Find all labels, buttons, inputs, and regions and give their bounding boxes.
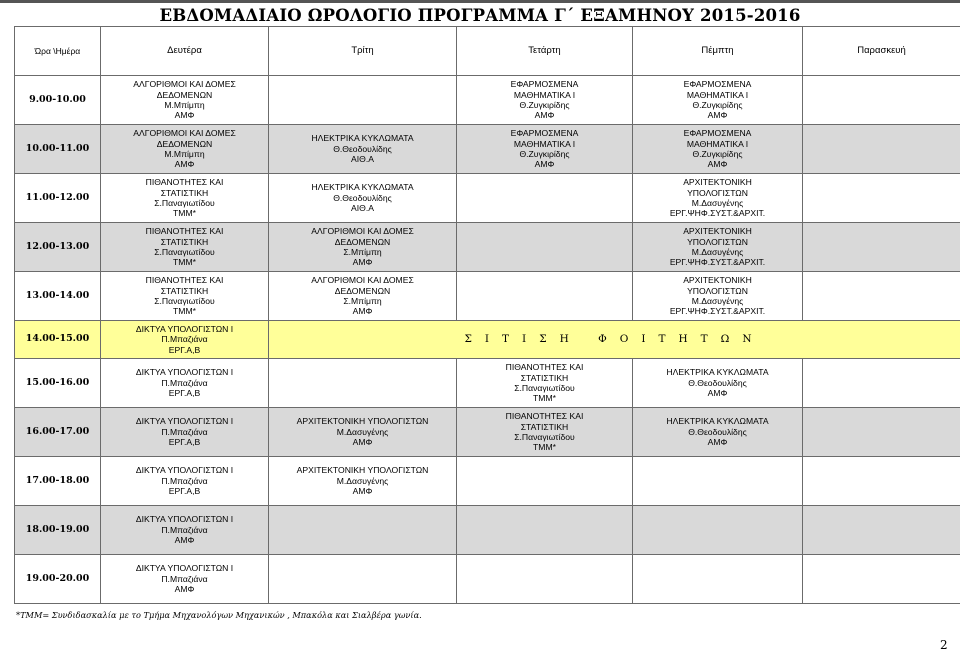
cell-line: ΑΛΓΟΡΙΘΜΟΙ ΚΑΙ ΔΟΜΕΣ [311, 226, 414, 237]
timetable-cell [457, 125, 633, 174]
time-slot: 17.00-18.00 [15, 457, 101, 506]
timetable-cell [633, 174, 803, 223]
cell-line: Μ.Δασυγένης [336, 426, 389, 437]
cell-line: ΜΑΘΗΜΑΤΙΚΑ Ι [513, 89, 576, 100]
time-slot: 10.00-11.00 [15, 125, 101, 174]
cell-line: ΕΡΓ.Α,Β [168, 437, 201, 448]
cell-line: ΑΜΦ [174, 110, 195, 121]
cell-line: Π.Μπαζιάνα [161, 426, 208, 437]
cell-line: Μ.Μπίμπη [164, 100, 205, 110]
timetable-cell [269, 76, 457, 125]
timetable-cell [269, 457, 457, 506]
timetable-cell [101, 359, 269, 408]
timetable-cell [101, 457, 269, 506]
timetable-cell [269, 174, 457, 223]
cell-line: ΜΑΘΗΜΑΤΙΚΑ Ι [686, 89, 749, 100]
cell-line: ΔΙΚΤΥΑ ΥΠΟΛΟΓΙΣΤΩΝ Ι [135, 367, 234, 378]
timetable-cell [457, 359, 633, 408]
timetable-cell [803, 125, 960, 174]
timetable-cell [633, 555, 803, 604]
cell-line: Θ.Θεοδουλίδης [688, 377, 747, 388]
timetable-cell [101, 555, 269, 604]
cell-line: ΕΦΑΡΜΟΣΜΕΝΑ [683, 79, 752, 90]
cell-line: ΤΜΜ* [173, 208, 196, 219]
cell-line: ΠΙΘΑΝΟΤΗΤΕΣ ΚΑΙ [505, 362, 584, 373]
cell-line: ΑΛΓΟΡΙΘΜΟΙ ΚΑΙ ΔΟΜΕΣ [311, 275, 414, 286]
cell-line: ΔΙΚΤΥΑ ΥΠΟΛΟΓΙΣΤΩΝ Ι [135, 514, 234, 525]
cell-line: ΑΛΓΟΡΙΘΜΟΙ ΚΑΙ ΔΟΜΕΣ [133, 79, 236, 90]
cell-line: Π.Μπαζιάνα [161, 377, 208, 388]
time-slot: 12.00-13.00 [15, 223, 101, 272]
timetable-row [15, 174, 960, 223]
timetable-row [15, 457, 960, 506]
cell-line: ΜΑΘΗΜΑΤΙΚΑ Ι [686, 138, 749, 149]
timetable-cell [803, 359, 960, 408]
cell-line: ΕΦΑΡΜΟΣΜΕΝΑ [510, 128, 579, 139]
cell-line: Σ.Μπίμπη [343, 247, 382, 257]
timetable-cell [457, 555, 633, 604]
cell-line: ΔΙΚΤΥΑ ΥΠΟΛΟΓΙΣΤΩΝ Ι [135, 563, 234, 574]
cell-line: ΣΤΑΤΙΣΤΙΚΗ [160, 285, 209, 296]
cell-line: ΥΠΟΛΟΓΙΣΤΩΝ [687, 187, 748, 198]
timetable-cell [101, 506, 269, 555]
cell-line: ΣΤΑΤΙΣΤΙΚΗ [160, 236, 209, 247]
cell-line: ΑΜΦ [174, 584, 195, 595]
cell-line: ΣΤΑΤΙΣΤΙΚΗ [520, 421, 569, 432]
cell-line: ΤΜΜ* [533, 393, 556, 404]
cell-line: ΗΛΕΚΤΡΙΚΑ ΚΥΚΛΩΜΑΤΑ [311, 182, 414, 193]
cell-line: ΑΜΦ [352, 486, 373, 497]
time-slot: 19.00-20.00 [15, 555, 101, 604]
timetable-cell [457, 408, 633, 457]
cell-line: ΑΡΧΙΤΕΚΤΟΝΙΚΗ [683, 226, 752, 237]
timetable-cell [101, 223, 269, 272]
timetable-cell [803, 76, 960, 125]
footnote: *ΤΜΜ= Συνδιδασκαλία με το Τμήμα Μηχανολόγων Μηχανικών , Μπακόλα και Σιαλβέρα γωνία. [16, 610, 422, 620]
timetable-cell [101, 76, 269, 125]
cell-line: Π.Μπαζιάνα [161, 524, 208, 535]
timetable-row [15, 76, 960, 125]
top-border [0, 0, 960, 3]
time-slot: 16.00-17.00 [15, 408, 101, 457]
cell-line: Μ.Δασυγένης [691, 296, 744, 306]
cell-line: ΑΡΧΙΤΕΚΤΟΝΙΚΗ [683, 275, 752, 286]
cell-line: Μ.Μπίμπη [164, 149, 205, 159]
cell-line: ΗΛΕΚΤΡΙΚΑ ΚΥΚΛΩΜΑΤΑ [666, 367, 769, 378]
page-number: 2 [940, 638, 948, 652]
cell-line: ΑΜΦ [707, 159, 728, 170]
cell-line: ΑΙΘ.Α [351, 154, 374, 165]
cell-line: ΥΠΟΛΟΓΙΣΤΩΝ [687, 285, 748, 296]
cell-line: Σ.Παναγιωτίδου [154, 198, 215, 208]
time-slot: 9.00-10.00 [15, 76, 101, 125]
cell-line: Π.Μπαζιάνα [161, 334, 208, 345]
cell-line: ΑΜΦ [352, 257, 373, 268]
timetable-cell [803, 555, 960, 604]
timetable [14, 26, 960, 604]
cell-line: ΠΙΘΑΝΟΤΗΤΕΣ ΚΑΙ [505, 411, 584, 422]
header-time-day: Ώρα \Ημέρα [15, 27, 101, 76]
timetable-cell [457, 223, 633, 272]
cell-line: ΜΑΘΗΜΑΤΙΚΑ Ι [513, 138, 576, 149]
cell-line: Θ.Ζυγκιρίδης [519, 149, 570, 159]
cell-line: ΑΜΦ [174, 159, 195, 170]
timetable-cell [457, 272, 633, 321]
header-thursday: Πέμπτη [633, 27, 803, 76]
cell-line: ΔΕΔΟΜΕΝΩΝ [156, 89, 213, 100]
cell-line: ΑΜΦ [352, 437, 373, 448]
timetable-cell [269, 272, 457, 321]
lunch-text: ΣΙΤΙΣΗ ΦΟΙΤΗΤΩΝ [464, 333, 765, 346]
cell-line: ΑΜΦ [534, 159, 555, 170]
cell-line: ΔΙΚΤΥΑ ΥΠΟΛΟΓΙΣΤΩΝ Ι [135, 465, 234, 476]
header-wednesday: Τετάρτη [457, 27, 633, 76]
header-monday: Δευτέρα [101, 27, 269, 76]
cell-line: ΤΜΜ* [533, 442, 556, 453]
cell-line: ΑΜΦ [352, 306, 373, 317]
timetable-cell [269, 506, 457, 555]
time-slot: 11.00-12.00 [15, 174, 101, 223]
cell-line: ΑΡΧΙΤΕΚΤΟΝΙΚΗ ΥΠΟΛΟΓΙΣΤΩΝ [296, 465, 429, 476]
timetable-row [15, 359, 960, 408]
timetable-cell [101, 408, 269, 457]
cell-line: ΑΙΘ.Α [351, 203, 374, 214]
cell-line: ΑΜΦ [707, 388, 728, 399]
cell-line: ΑΜΦ [707, 437, 728, 448]
cell-line: ΤΜΜ* [173, 257, 196, 268]
cell-line: ΑΜΦ [174, 535, 195, 546]
timetable-cell [633, 506, 803, 555]
cell-line: Μ.Δασυγένης [691, 198, 744, 208]
cell-line: ΑΡΧΙΤΕΚΤΟΝΙΚΗ [683, 177, 752, 188]
header-tuesday: Τρίτη [269, 27, 457, 76]
timetable-cell [803, 272, 960, 321]
cell-line: ΕΡΓ.Α,Β [168, 344, 201, 355]
cell-line: ΕΦΑΡΜΟΣΜΕΝΑ [510, 79, 579, 90]
timetable-cell [269, 223, 457, 272]
timetable-cell [101, 272, 269, 321]
timetable-cell [269, 408, 457, 457]
cell-line: ΔΕΔΟΜΕΝΩΝ [334, 236, 391, 247]
timetable-cell [457, 457, 633, 506]
cell-line: Θ.Ζυγκιρίδης [519, 100, 570, 110]
cell-line: ΔΕΔΟΜΕΝΩΝ [156, 138, 213, 149]
timetable-cell [803, 408, 960, 457]
cell-line: ΑΜΦ [707, 110, 728, 121]
page-title: ΕΒΔΟΜΑΔΙΑΙΟ ΩΡΟΛΟΓΙΟ ΠΡΟΓΡΑΜΜΑ Γ΄ ΕΞΑΜΗΝΟΥ 2015-2016 [159, 6, 801, 25]
timetable-cell [269, 359, 457, 408]
header-friday: Παρασκευή [803, 27, 960, 76]
cell-line: Θ.Θεοδουλίδης [333, 143, 392, 154]
time-slot: 14.00-15.00 [15, 321, 101, 359]
cell-line: Π.Μπαζιάνα [161, 475, 208, 486]
cell-line: ΤΜΜ* [173, 306, 196, 317]
cell-line: ΕΦΑΡΜΟΣΜΕΝΑ [683, 128, 752, 139]
cell-line: Θ.Ζυγκιρίδης [692, 100, 743, 110]
cell-line: ΕΡΓ.Α,Β [168, 486, 201, 497]
time-slot: 13.00-14.00 [15, 272, 101, 321]
cell-line: ΑΡΧΙΤΕΚΤΟΝΙΚΗ ΥΠΟΛΟΓΙΣΤΩΝ [296, 416, 429, 427]
cell-line: ΣΤΑΤΙΣΤΙΚΗ [520, 372, 569, 383]
cell-line: Σ.Παναγιωτίδου [154, 296, 215, 306]
timetable-cell [101, 321, 269, 359]
cell-line: Σ.Παναγιωτίδου [514, 383, 575, 393]
timetable-cell [803, 457, 960, 506]
cell-line: ΔΕΔΟΜΕΝΩΝ [334, 285, 391, 296]
cell-line: Σ.Παναγιωτίδου [514, 432, 575, 442]
timetable-row [15, 506, 960, 555]
timetable-cell [457, 506, 633, 555]
timetable-cell [803, 174, 960, 223]
cell-line: Θ.Θεοδουλίδης [333, 192, 392, 203]
cell-line: ΗΛΕΚΤΡΙΚΑ ΚΥΚΛΩΜΑΤΑ [311, 133, 414, 144]
cell-line: Μ.Δασυγένης [336, 475, 389, 486]
timetable-row [15, 125, 960, 174]
timetable-cell [633, 125, 803, 174]
cell-line: ΔΙΚΤΥΑ ΥΠΟΛΟΓΙΣΤΩΝ Ι [135, 416, 234, 427]
cell-line: Σ.Παναγιωτίδου [154, 247, 215, 257]
timetable-cell [269, 555, 457, 604]
timetable-row [15, 223, 960, 272]
lunch-cell [269, 321, 960, 359]
timetable-cell [633, 457, 803, 506]
timetable-cell [101, 174, 269, 223]
timetable-cell [803, 506, 960, 555]
cell-line: ΔΙΚΤΥΑ ΥΠΟΛΟΓΙΣΤΩΝ Ι [135, 323, 234, 334]
cell-line: ΕΡΓ.ΨΗΦ.ΣΥΣΤ.&ΑΡΧΙΤ. [669, 208, 766, 219]
timetable-cell [633, 359, 803, 408]
timetable-cell [633, 408, 803, 457]
timetable-row [15, 272, 960, 321]
cell-line: ΣΤΑΤΙΣΤΙΚΗ [160, 187, 209, 198]
timetable-cell [633, 76, 803, 125]
cell-line: ΠΙΘΑΝΟΤΗΤΕΣ ΚΑΙ [145, 275, 224, 286]
cell-line: Σ.Μπίμπη [343, 296, 382, 306]
time-slot: 18.00-19.00 [15, 506, 101, 555]
timetable-cell [803, 223, 960, 272]
cell-line: ΥΠΟΛΟΓΙΣΤΩΝ [687, 236, 748, 247]
cell-line: Μ.Δασυγένης [691, 247, 744, 257]
timetable-cell [633, 223, 803, 272]
cell-line: Θ.Θεοδουλίδης [688, 426, 747, 437]
cell-line: ΕΡΓ.ΨΗΦ.ΣΥΣΤ.&ΑΡΧΙΤ. [669, 257, 766, 268]
timetable-row [15, 408, 960, 457]
cell-line: ΠΙΘΑΝΟΤΗΤΕΣ ΚΑΙ [145, 177, 224, 188]
cell-line: Π.Μπαζιάνα [161, 573, 208, 584]
cell-line: Θ.Ζυγκιρίδης [692, 149, 743, 159]
cell-line: ΠΙΘΑΝΟΤΗΤΕΣ ΚΑΙ [145, 226, 224, 237]
lunch-row [15, 321, 960, 359]
cell-line: ΕΡΓ.ΨΗΦ.ΣΥΣΤ.&ΑΡΧΙΤ. [669, 306, 766, 317]
timetable-cell [269, 125, 457, 174]
time-slot: 15.00-16.00 [15, 359, 101, 408]
timetable-row [15, 555, 960, 604]
cell-line: ΑΛΓΟΡΙΘΜΟΙ ΚΑΙ ΔΟΜΕΣ [133, 128, 236, 139]
cell-line: ΕΡΓ.Α,Β [168, 388, 201, 399]
timetable-cell [457, 174, 633, 223]
timetable-cell [101, 125, 269, 174]
timetable-cell [457, 76, 633, 125]
cell-line: ΗΛΕΚΤΡΙΚΑ ΚΥΚΛΩΜΑΤΑ [666, 416, 769, 427]
timetable-cell [633, 272, 803, 321]
header-row [15, 27, 960, 76]
cell-line: ΑΜΦ [534, 110, 555, 121]
